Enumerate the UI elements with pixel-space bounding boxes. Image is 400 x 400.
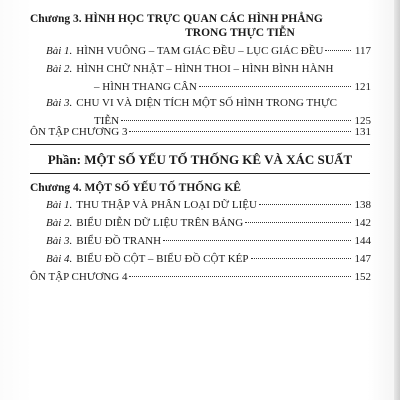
chapter-3-title-line2: TRONG THỰC TIỄN [185,27,295,39]
lesson-title: BIỂU ĐỒ CỘT – BIỂU ĐỒ CỘT KÉP [76,253,249,265]
page-number: 152 [354,271,371,283]
dot-leader [129,131,351,132]
lesson-title: HÌNH VUÔNG – TAM GIÁC ĐỀU – LỤC GIÁC ĐỀU [76,45,324,57]
lesson-title: CHU VI VÀ DIỆN TÍCH MỘT SỐ HÌNH TRONG THỰC [76,97,337,109]
toc-entry [46,44,371,58]
part-title: Phần: MỘT SỐ YẾU TỐ THỐNG KÊ VÀ XÁC SUẤT [47,152,353,167]
dot-leader [245,222,351,223]
lesson-title: BIỂU DIỄN DỮ LIỆU TRÊN BẢNG [76,217,244,229]
toc-entry [46,216,371,230]
review-title: ÔN TẬP CHƯƠNG 4 [30,271,128,283]
dot-leader [251,258,351,259]
page-binding-edge [394,0,400,400]
page-number: 117 [354,45,371,57]
divider [30,173,370,174]
page-number: 121 [354,81,371,93]
page-number: 138 [354,199,371,211]
toc-entry [46,234,371,248]
chapter-4-title-line1: Chương 4. MỘT SỐ YẾU TỐ THỐNG KÊ [30,182,241,194]
lesson-label: Bài 3. [46,235,73,247]
lesson-title: HÌNH CHỮ NHẬT – HÌNH THOI – HÌNH BÌNH HÀNH [76,63,334,75]
lesson-label: Bài 1. [46,199,73,211]
dot-leader [199,86,351,87]
page-number: 142 [354,217,371,229]
lesson-label: Bài 3. [46,97,73,109]
toc-entry [46,252,371,266]
divider [30,144,370,145]
chapter-3-title-line1: Chương 3. HÌNH HỌC TRỰC QUAN CÁC HÌNH PHẲNG [30,13,323,25]
lesson-label: Bài 4. [46,253,73,265]
page-number: 131 [354,126,371,138]
lesson-label: Bài 1. [46,45,73,57]
toc-entry [46,62,371,94]
page-number: 125 [354,115,371,127]
chapter-3-title [30,12,360,40]
dot-leader [121,120,351,121]
toc-entry [46,198,371,212]
page-number: 144 [354,235,371,247]
lesson-label: Bài 2. [46,63,73,75]
toc-entry-review [30,270,371,284]
review-title: ÔN TẬP CHƯƠNG 3 [30,126,128,138]
dot-leader [259,204,351,205]
toc-entry-review [30,125,371,139]
lesson-title: THU THẬP VÀ PHÂN LOẠI DỮ LIỆU [76,199,257,211]
lesson-label: Bài 2. [46,217,73,229]
dot-leader [325,50,351,51]
lesson-title-continued: TIỄN [94,115,120,127]
dot-leader [129,276,351,277]
page-number: 147 [354,253,371,265]
chapter-4-title [30,181,360,195]
lesson-title-continued: – HÌNH THANG CÂN [94,81,197,93]
dot-leader [163,240,351,241]
toc-entry [46,96,371,128]
lesson-title: BIỂU ĐỒ TRANH [76,235,162,247]
